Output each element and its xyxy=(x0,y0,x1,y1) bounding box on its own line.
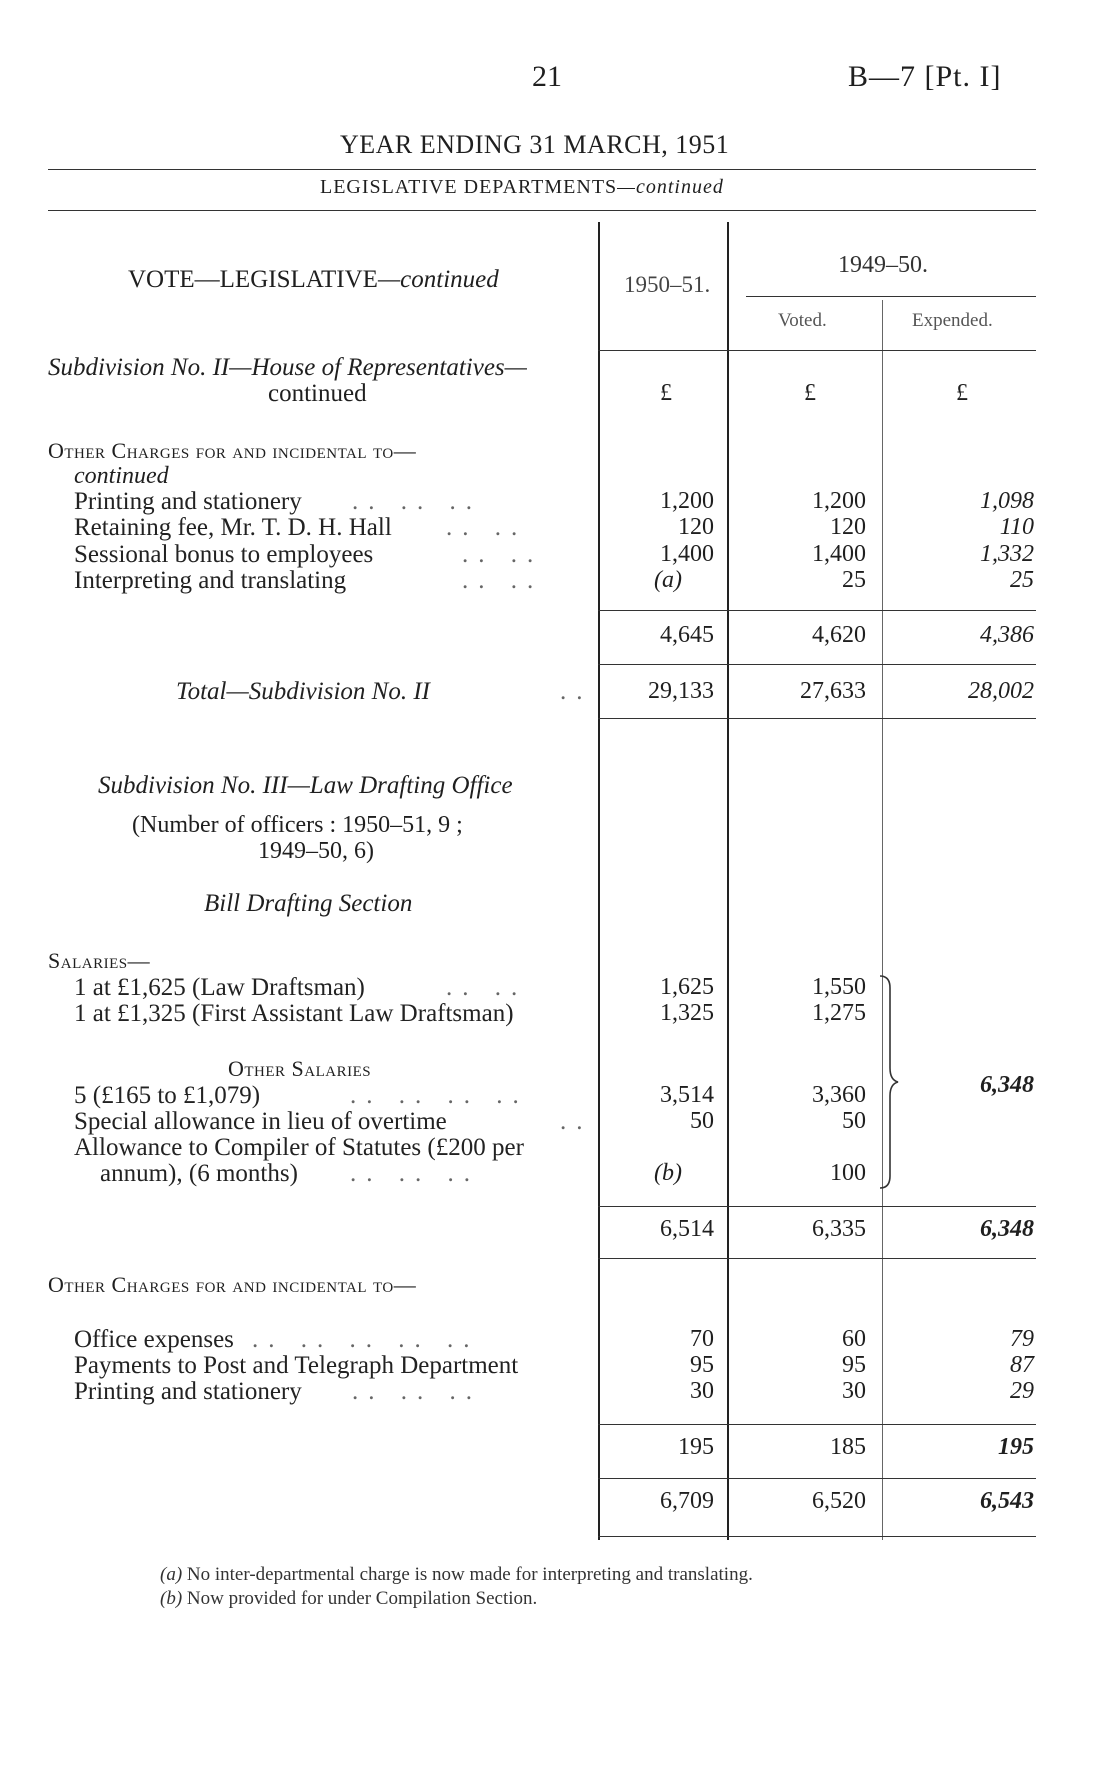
value-1950-51: 70 xyxy=(690,1326,714,1352)
value-expended: 1,098 xyxy=(980,488,1034,514)
sub2-rule-2 xyxy=(598,664,1036,665)
value-1950-51: 50 xyxy=(690,1108,714,1134)
value-voted: 100 xyxy=(830,1160,866,1186)
footnote-b xyxy=(160,1588,537,1610)
sub3-rule-1 xyxy=(598,1206,1036,1207)
department-title xyxy=(320,176,724,199)
subtotal-expended: 4,386 xyxy=(980,622,1034,648)
subtotal-voted: 185 xyxy=(830,1434,866,1460)
page-number: 21 xyxy=(532,60,562,93)
value-1950-51: 1,325 xyxy=(660,1000,714,1026)
subdivision-2-continued: continued xyxy=(268,380,367,407)
footnote-mark: (a) xyxy=(160,1564,183,1585)
row-dots: .. .. xyxy=(446,974,528,1001)
value-voted: 60 xyxy=(842,1326,866,1352)
subtotal-voted: 6,335 xyxy=(812,1216,866,1242)
other-salaries-heading: Other Salaries xyxy=(228,1056,372,1081)
row-dots: .. xyxy=(560,678,593,705)
row-dots: .. .. xyxy=(462,541,544,568)
officers-count-line-1: (Number of officers : 1950–51, 9 ; xyxy=(132,812,463,838)
row-label: 1 at £1,625 (Law Draftsman) xyxy=(74,974,365,1001)
row-dots: .. xyxy=(560,1108,593,1135)
subdivision-2-title: Subdivision No. II—House of Representatives— xyxy=(48,354,527,381)
value-1950-51: 1,200 xyxy=(660,488,714,514)
column-group-1949-50: 1949–50. xyxy=(838,252,928,278)
column-header-1950-51: 1950–51. xyxy=(624,272,711,297)
grand-total-expended: 6,543 xyxy=(980,1488,1034,1514)
row-label: Office expenses xyxy=(74,1326,234,1353)
row-label: 5 (£165 to £1,079) xyxy=(74,1082,261,1109)
row-label-line-1: Allowance to Compiler of Statutes (£200 per xyxy=(74,1134,524,1161)
subtotal-voted: 4,620 xyxy=(812,622,866,648)
value-voted: 95 xyxy=(842,1352,866,1378)
footnote-mark: (b) xyxy=(160,1588,183,1609)
value-voted: 1,400 xyxy=(812,541,866,567)
vote-continued: —continued xyxy=(377,266,499,293)
pound-sign-col1: £ xyxy=(660,380,672,406)
other-charges-continued: continued xyxy=(74,463,169,489)
row-dots: .. .. .. xyxy=(352,488,482,515)
sub3-other-charges-heading: Other Charges for and incidental to— xyxy=(48,1272,417,1297)
year-group-rule xyxy=(746,296,1036,297)
row-dots: .. .. xyxy=(462,567,544,594)
value-voted: 3,360 xyxy=(812,1082,866,1108)
year-title: YEAR ENDING 31 MARCH, 1951 xyxy=(340,130,730,159)
officers-count-line-2: 1949–50, 6) xyxy=(258,838,374,864)
row-dots: .. .. .. xyxy=(350,1160,480,1187)
pound-sign-col2: £ xyxy=(804,380,816,406)
row-dots: .. .. xyxy=(446,514,528,541)
value-expended: 79 xyxy=(1010,1326,1034,1352)
salaries-heading: Salaries— xyxy=(48,948,151,973)
value-voted: 30 xyxy=(842,1378,866,1404)
value-1950-51: 120 xyxy=(678,514,714,540)
total-voted: 27,633 xyxy=(800,678,866,704)
row-label: Interpreting and translating xyxy=(74,567,347,594)
grand-total-voted: 6,520 xyxy=(812,1488,866,1514)
footnote-text: No inter-departmental charge is now made for interpreting and translating. xyxy=(186,1564,753,1585)
department-name: LEGISLATIVE DEPARTMENTS xyxy=(320,176,618,198)
footnote-a xyxy=(160,1564,753,1586)
sub2-rule-3 xyxy=(598,718,1036,719)
value-expended: 110 xyxy=(999,514,1034,540)
column-rule-2 xyxy=(727,222,729,1540)
total-label: Total—Subdivision No. II xyxy=(176,678,430,705)
value-voted: 1,550 xyxy=(812,974,866,1000)
sub3-rule-5 xyxy=(598,1536,1036,1537)
row-dots: .. .. .. .. .. xyxy=(252,1326,480,1353)
document-reference: B—7 [Pt. I] xyxy=(848,60,1002,93)
row-label: Printing and stationery xyxy=(74,488,302,515)
row-label: Printing and stationery xyxy=(74,1378,302,1405)
header-rule-top xyxy=(48,169,1036,170)
sub3-rule-3 xyxy=(598,1424,1036,1425)
value-1950-51-note-a: (a) xyxy=(654,567,682,593)
value-1950-51: 30 xyxy=(690,1378,714,1404)
subtotal-1950-51: 4,645 xyxy=(660,622,714,648)
subdivision-3-title: Subdivision No. III—Law Drafting Office xyxy=(98,772,513,799)
value-voted: 25 xyxy=(842,567,866,593)
department-continued: —continued xyxy=(617,176,724,198)
column-rule-1 xyxy=(598,222,600,1540)
value-expended: 29 xyxy=(1010,1378,1034,1404)
footnote-text: Now provided for under Compilation Section. xyxy=(186,1588,538,1609)
value-1950-51: 95 xyxy=(690,1352,714,1378)
vote-name: VOTE—LEGISLATIVE xyxy=(128,266,378,293)
row-dots: .. .. .. xyxy=(352,1378,482,1405)
value-voted: 50 xyxy=(842,1108,866,1134)
value-1950-51: 1,625 xyxy=(660,974,714,1000)
bill-drafting-section: Bill Drafting Section xyxy=(204,890,413,917)
total-1950-51: 29,133 xyxy=(648,678,714,704)
value-voted: 1,200 xyxy=(812,488,866,514)
row-dots: .. .. .. .. xyxy=(350,1082,529,1109)
column-rule-3 xyxy=(882,300,883,1540)
salaries-expended-combined: 6,348 xyxy=(980,1072,1034,1098)
column-header-voted: Voted. xyxy=(778,310,827,331)
row-label: Sessional bonus to employees xyxy=(74,541,374,568)
value-1950-51: 1,400 xyxy=(660,541,714,567)
row-label: Special allowance in lieu of overtime xyxy=(74,1108,447,1135)
vote-title xyxy=(128,266,499,294)
value-1950-51-note-b: (b) xyxy=(654,1160,682,1186)
row-label: Payments to Post and Telegraph Department xyxy=(74,1352,519,1379)
subtotal-expended: 195 xyxy=(998,1434,1034,1460)
total-expended: 28,002 xyxy=(968,678,1034,704)
subtotal-1950-51: 195 xyxy=(678,1434,714,1460)
value-expended: 1,332 xyxy=(980,541,1034,567)
subtotal-1950-51: 6,514 xyxy=(660,1216,714,1242)
sub3-rule-2 xyxy=(598,1258,1036,1259)
row-label-line-2: annum), (6 months) xyxy=(100,1160,298,1187)
subtotal-expended: 6,348 xyxy=(980,1216,1034,1242)
pound-sign-col3: £ xyxy=(956,380,968,406)
value-expended: 87 xyxy=(1010,1352,1034,1378)
value-1950-51: 3,514 xyxy=(660,1082,714,1108)
other-charges-heading: Other Charges for and incidental to— xyxy=(48,438,417,463)
row-label: 1 at £1,325 (First Assistant Law Draftsman) xyxy=(74,1000,514,1027)
sub2-rule-1 xyxy=(598,610,1036,611)
grand-total-1950-51: 6,709 xyxy=(660,1488,714,1514)
value-voted: 120 xyxy=(830,514,866,540)
value-voted: 1,275 xyxy=(812,1000,866,1026)
header-row-rule xyxy=(598,350,1036,351)
sub3-rule-4 xyxy=(598,1478,1036,1479)
header-rule-bottom xyxy=(48,210,1036,211)
value-expended: 25 xyxy=(1010,567,1034,593)
row-label: Retaining fee, Mr. T. D. H. Hall xyxy=(74,514,392,541)
column-header-expended: Expended. xyxy=(912,310,993,331)
